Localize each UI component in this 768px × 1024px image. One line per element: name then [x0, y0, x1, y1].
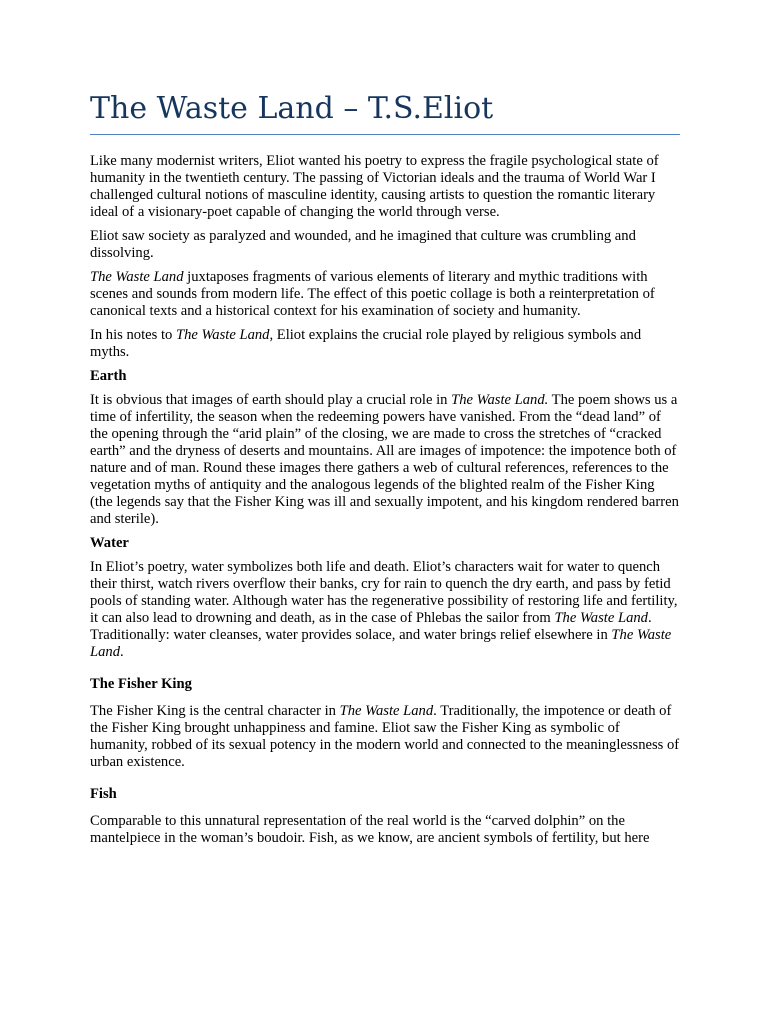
work-title-italic: The Waste Land — [90, 269, 184, 285]
heading-earth: Earth — [90, 368, 127, 384]
heading-water: Water — [90, 535, 129, 551]
earth-paragraph — [90, 392, 680, 528]
intro-paragraph-1: Like many modernist writers, Eliot wanted his poetry to express the fragile psychological state of humanity in the twentieth century. The passing of Victorian ideals and the trauma of World War I challenged cultural notions of masculine identity, causing artists to question the romantic literary ideal of a visionary-poet capable of changing the world through verse. — [90, 153, 659, 220]
water-paragraph — [90, 559, 680, 661]
heading-fish: Fish — [90, 786, 117, 802]
document-body — [90, 153, 680, 847]
paragraph-text: It is obvious that images of earth should play a crucial role in — [90, 392, 452, 408]
work-title-italic: The Waste Land — [175, 327, 270, 343]
paragraph-text: . Traditionally, the impotence or death of the Fisher King brought unhappiness and famine. Eliot saw the Fisher King as symbolic of humanity, robbed of its sexual potency in the modern world and connected to the meaninglessness of urban existence. — [90, 703, 680, 770]
heading-fisher-king: The Fisher King — [90, 676, 192, 692]
intro-paragraph-3 — [90, 269, 680, 320]
paragraph-text: . Traditionally: water cleanses, water provides solace, and water brings relief elsewhere in — [90, 610, 652, 643]
paragraph-text: , Eliot explains the crucial role played by religious symbols and myths. — [90, 327, 642, 360]
paragraph-text: The Fisher King is the central character in — [90, 703, 340, 719]
document-title: The Waste Land – T.S.Eliot — [90, 90, 680, 135]
work-title-italic: The Waste Land. — [451, 392, 549, 408]
paragraph-text: In Eliot’s poetry, water symbolizes both life and death. Eliot’s characters wait for water to quench their thirst, watch rivers overflow their banks, cry for rain to quench the dry earth, and pass by fetid pools of standing water. Although water has the regenerative possibility of restoring life and fertility, it can also lead to drowning and death, as in the case of Phlebas the sailor from — [90, 559, 678, 626]
work-title-italic: The Waste Land — [554, 610, 648, 626]
work-title-italic: The Waste Land — [339, 703, 434, 719]
paragraph-text: juxtaposes fragments of various elements of literary and mythic traditions with scenes and sounds from modern life. The effect of this poetic collage is both a reinterpretation of canonical texts and a historical context for his examination of society and humanity. — [90, 269, 655, 319]
work-title-italic: The Waste Land — [90, 627, 672, 660]
fisher-king-paragraph — [90, 703, 680, 771]
paragraph-text: . — [120, 644, 124, 660]
fish-paragraph: Comparable to this unnatural representation of the real world is the “carved dolphin” on the mantelpiece in the woman’s boudoir. Fish, as we know, are ancient symbols of fertility, but here — [90, 813, 650, 846]
paragraph-text: The poem shows us a time of infertility, the season when the redeeming powers have vanished. From the “dead land” of the opening through the “arid plain” of the closing, we are made to cross the stretches of “cracked earth” and the dryness of deserts and mountains. All are images of impotence: the impotence both of nature and of man. Round these images there gathers a web of cultural references, references to the vegetation myths of antiquity and the analogous legends of the blighted realm of the Fisher King (the legends say that the Fisher King was ill and sexually impotent, and his kingdom rendered barren and sterile). — [90, 392, 679, 527]
document-page — [90, 90, 680, 854]
paragraph-text: In his notes to — [90, 327, 176, 343]
intro-paragraph-2: Eliot saw society as paralyzed and wounded, and he imagined that culture was crumbling and dissolving. — [90, 228, 636, 261]
intro-paragraph-4 — [90, 327, 680, 361]
